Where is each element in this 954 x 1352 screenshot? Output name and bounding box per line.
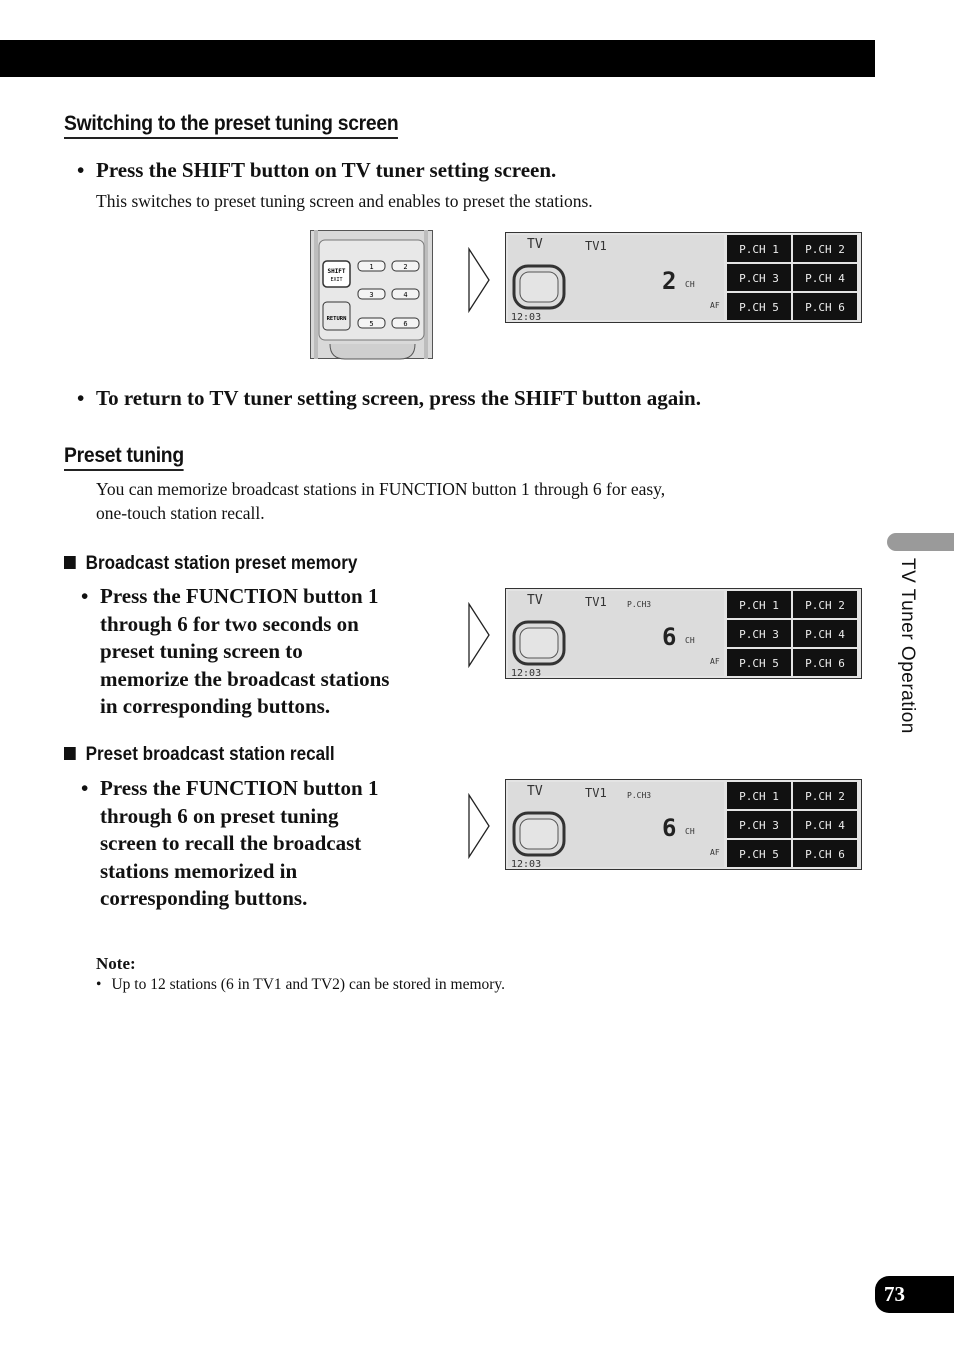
lcd-preset-label: P.CH 2	[805, 790, 845, 803]
shift-description: This switches to preset tuning screen and enables to preset the stations.	[96, 191, 593, 211]
section-heading-preset-tuning: Preset tuning	[64, 444, 184, 471]
lcd-af: AF	[710, 657, 720, 666]
note-item: • Up to 12 stations (6 in TV1 and TV2) can be stored in memory.	[96, 976, 506, 993]
lcd-band: TV1	[585, 239, 607, 253]
arrow-right-icon	[467, 602, 493, 668]
square-bullet-icon	[64, 556, 76, 569]
header-bar	[0, 40, 875, 77]
lcd-preset-label: P.CH 6	[805, 301, 845, 314]
lcd-clock: 12:03	[511, 312, 542, 323]
bullet-return-instruction: • To return to TV tuner setting screen, press the SHIFT button again.	[77, 386, 701, 410]
lcd-af: AF	[710, 848, 720, 857]
square-bullet-icon	[64, 747, 76, 760]
lcd-display-preset-screen	[505, 232, 862, 323]
lcd-clock: 12:03	[511, 668, 542, 679]
lcd-preset-label: P.CH 5	[739, 848, 779, 861]
lcd-preset-label: P.CH 1	[739, 243, 779, 256]
lcd-preset-label: P.CH 3	[739, 272, 779, 285]
bullet-shift-instruction: • Press the SHIFT button on TV tuner setting screen.	[77, 158, 557, 182]
remote-number-label: 4	[403, 291, 408, 299]
remote-return-label: RETURN	[326, 316, 347, 322]
lcd-band: TV1	[585, 786, 607, 800]
lcd-clock: 12:03	[511, 859, 542, 870]
lcd-display-memory	[505, 588, 862, 679]
lcd-preset-label: P.CH 6	[805, 657, 845, 670]
lcd-preset-label: P.CH 3	[739, 819, 779, 832]
lcd-af: AF	[710, 301, 720, 310]
section-heading-switching: Switching to the preset tuning screen	[64, 112, 398, 139]
lcd-ch-unit: CH	[685, 827, 695, 836]
lcd-channel: 2	[662, 267, 677, 295]
subheading-preset-memory: Broadcast station preset memory	[64, 553, 357, 575]
chapter-label: TV Tuner Operation	[897, 558, 918, 734]
lcd-preset-label: P.CH 1	[739, 790, 779, 803]
lcd-preset-label: P.CH 1	[739, 599, 779, 612]
lcd-preset-label: P.CH 6	[805, 848, 845, 861]
lcd-ch-unit: CH	[685, 636, 695, 645]
remote-number-label: 1	[369, 263, 374, 271]
arrow-right-icon	[467, 793, 493, 859]
subheading-preset-recall: Preset broadcast station recall	[64, 744, 335, 766]
memory-instruction: • Press the FUNCTION button 1 through 6 for two seconds on preset tuning screen to memorize the broadcast stations in corresponding buttons.	[81, 584, 390, 718]
lcd-mode: TV	[527, 593, 543, 608]
lcd-band: TV1	[585, 595, 607, 609]
lcd-mode: TV	[527, 784, 543, 799]
preset-intro-line2: one-touch station recall.	[96, 503, 265, 523]
remote-number-label: 3	[369, 291, 374, 299]
lcd-channel: 6	[662, 814, 677, 842]
lcd-preset-label: P.CH 3	[739, 628, 779, 641]
remote-number-label: 5	[369, 320, 374, 328]
lcd-preset-label: P.CH 5	[739, 301, 779, 314]
lcd-preset-label: P.CH 5	[739, 657, 779, 670]
lcd-channel: 6	[662, 623, 677, 651]
lcd-preset: P.CH3	[627, 600, 652, 609]
remote-exit-label: EXIT	[330, 277, 343, 283]
lcd-preset-label: P.CH 4	[805, 628, 845, 641]
lcd-display-recall	[505, 779, 862, 870]
remote-number-label: 6	[403, 320, 408, 328]
lcd-preset-label: P.CH 4	[805, 819, 845, 832]
lcd-mode: TV	[527, 237, 543, 252]
lcd-ch-unit: CH	[685, 280, 695, 289]
lcd-preset-label: P.CH 2	[805, 243, 845, 256]
remote-shift-label: SHIFT	[327, 268, 346, 275]
lcd-preset: P.CH3	[627, 791, 652, 800]
page-number: 73	[875, 1276, 954, 1313]
remote-control-illustration	[310, 230, 434, 360]
lcd-preset-label: P.CH 2	[805, 599, 845, 612]
arrow-right-icon	[467, 247, 493, 313]
recall-instruction: • Press the FUNCTION button 1 through 6 on preset tuning screen to recall the broadcast stations memorized in corresponding buttons.	[81, 776, 379, 910]
lcd-preset-label: P.CH 4	[805, 272, 845, 285]
chapter-tab	[887, 533, 954, 551]
remote-number-label: 2	[403, 263, 408, 271]
preset-intro-line1: You can memorize broadcast stations in FUNCTION button 1 through 6 for easy,	[96, 479, 666, 499]
note-title: Note:	[96, 954, 136, 973]
